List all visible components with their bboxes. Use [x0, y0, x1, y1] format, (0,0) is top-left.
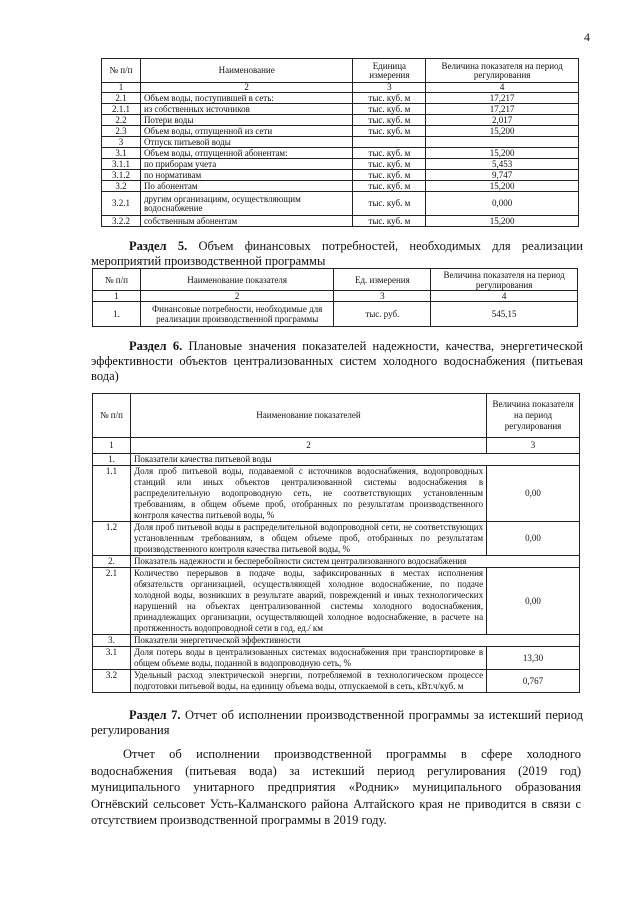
- table-row: [93, 466, 580, 522]
- group-row: [93, 556, 580, 568]
- section-7-heading: [91, 708, 583, 738]
- column-number: 3: [487, 438, 580, 454]
- table-row: [102, 170, 579, 181]
- row-value: 545,15: [431, 302, 578, 327]
- column-number-row: [93, 291, 578, 302]
- header-cell: Ед. измерения: [334, 269, 431, 291]
- group-title: Показатель надежности и бесперебойности систем централизованного водоснабжения: [130, 556, 579, 568]
- table-header-row: [93, 394, 580, 438]
- row-value: 13,30: [487, 647, 580, 670]
- table-row: [93, 568, 580, 635]
- table-row: [102, 192, 579, 216]
- group-row: [93, 635, 580, 647]
- row-unit: тыс. куб. м: [353, 216, 426, 227]
- row-name: другим организациям, осуществляющим водоснабжение: [140, 192, 352, 216]
- table-header-row: [93, 269, 578, 291]
- column-number: 2: [140, 291, 334, 302]
- row-name: из собственных источников: [140, 104, 352, 115]
- table-row: [102, 159, 579, 170]
- row-value: 0,00: [487, 522, 580, 556]
- row-value: 17,217: [426, 104, 579, 115]
- row-value: 0,000: [426, 192, 579, 216]
- row-value: 5,453: [426, 159, 579, 170]
- group-title: Показатели энергетической эффективности: [130, 635, 579, 647]
- row-number: 1.: [93, 302, 141, 327]
- row-unit: тыс. куб. м: [353, 170, 426, 181]
- column-number: 2: [130, 438, 486, 454]
- row-number: 3.2: [102, 181, 141, 192]
- column-number: 3: [353, 83, 426, 93]
- page-number: 4: [584, 30, 590, 44]
- reliability-indicators-table: [92, 393, 580, 693]
- section-5-heading: [91, 239, 583, 269]
- row-value: [426, 137, 579, 148]
- row-number: 3.2: [93, 670, 131, 693]
- column-number: 1: [93, 438, 131, 454]
- row-name: Отпуск питьевой воды: [140, 137, 352, 148]
- water-balance-table: [101, 58, 579, 227]
- row-number: 3.: [93, 635, 131, 647]
- row-name: Объем воды, отпущенной из сети: [140, 126, 352, 137]
- table-row: [102, 148, 579, 159]
- column-number: 4: [431, 291, 578, 302]
- row-name: Объем воды, отпущенной абонентам:: [140, 148, 352, 159]
- row-unit: тыс. куб. м: [353, 159, 426, 170]
- row-number: 3.1.1: [102, 159, 141, 170]
- row-number: 2.: [93, 556, 131, 568]
- header-cell: Единица измерения: [353, 59, 426, 83]
- column-number: 1: [93, 291, 141, 302]
- table-row: [93, 302, 578, 327]
- row-number: 3.2.1: [102, 192, 141, 216]
- header-cell: № п/п: [93, 394, 131, 438]
- header-cell: Наименование показателей: [130, 394, 486, 438]
- column-number-row: [93, 438, 580, 454]
- table-row: [102, 216, 579, 227]
- row-value: 15,200: [426, 148, 579, 159]
- row-unit: [353, 137, 426, 148]
- row-number: 1.1: [93, 466, 131, 522]
- row-number: 3.2.2: [102, 216, 141, 227]
- row-unit: тыс. куб. м: [353, 115, 426, 126]
- row-value: 17,217: [426, 93, 579, 104]
- row-name: Финансовые потребности, необходимые для реализации производственной программы: [140, 302, 334, 327]
- row-name: Доля проб питьевой воды в распределительной водопроводной сети, не соответствующих установленным требованиям, в общем объеме проб, отобранных по результатам производственного контроля качества питьевой воды, %: [130, 522, 486, 556]
- row-number: 2.1: [102, 93, 141, 104]
- section-7-label: Раздел 7.: [129, 708, 181, 722]
- table-header-row: [102, 59, 579, 83]
- section-5-text: Объем финансовых потребностей, необходимых для реализации мероприятий производственной программы: [91, 239, 583, 268]
- row-name: По абонентам: [140, 181, 352, 192]
- row-value: 0,00: [487, 466, 580, 522]
- row-unit: тыс. куб. м: [353, 148, 426, 159]
- row-name: Объем воды, поступившей в сеть:: [140, 93, 352, 104]
- row-number: 3.1: [102, 148, 141, 159]
- table-row: [102, 137, 579, 148]
- column-number: 3: [334, 291, 431, 302]
- table-row: [93, 670, 580, 693]
- row-number: 3.1: [93, 647, 131, 670]
- row-unit: тыс. куб. м: [353, 192, 426, 216]
- header-cell: Величина показателя на период регулирования: [431, 269, 578, 291]
- table-row: [93, 522, 580, 556]
- row-name: Удельный расход электрической энергии, потребляемой в технологическом процессе подготовки питьевой воды, на единицу объема воды, отпускаемой в сеть, кВт.ч/куб. м: [130, 670, 486, 693]
- row-number: 2.1: [93, 568, 131, 635]
- row-number: 3.1.2: [102, 170, 141, 181]
- row-value: 0,767: [487, 670, 580, 693]
- row-number: 1.: [93, 454, 131, 466]
- table-row: [93, 647, 580, 670]
- column-number: 2: [140, 83, 352, 93]
- section-7-text: Отчет об исполнении производственной программы за истекший период регулирования: [91, 708, 583, 737]
- row-number: 1.2: [93, 522, 131, 556]
- header-cell: Наименование показателя: [140, 269, 334, 291]
- group-row: [93, 454, 580, 466]
- row-value: 15,200: [426, 126, 579, 137]
- column-number-row: [102, 83, 579, 93]
- row-name: Доля проб питьевой воды, подаваемой с источников водоснабжения, водопроводных станций или иных объектов централизованной системы водоснабжения в распределительную водопроводную сеть, не соответствующих установленным требованиям, в общем объеме проб, отобранных по результатам производственного контроля качества питьевой воды, %: [130, 466, 486, 522]
- table-row: [102, 115, 579, 126]
- row-unit: тыс. куб. м: [353, 126, 426, 137]
- header-cell: Наименование: [140, 59, 352, 83]
- row-value: 0,00: [487, 568, 580, 635]
- table-row: [102, 104, 579, 115]
- row-name: Количество перерывов в подаче воды, зафиксированных в местах исполнения обязательств организацией, осуществляющей холодное водоснабжение, по подаче холодной воды, возникших в результате аварий, повреждений и иных технологических нарушений на объектах централизованной системы холодного водоснабжения, принадлежащих организации, осуществляющей холодное водоснабжение, в расчете на протяженность водопроводной сети в год, ед./ км: [130, 568, 486, 635]
- table-row: [102, 93, 579, 104]
- column-number: 1: [102, 83, 141, 93]
- row-unit: тыс. руб.: [334, 302, 431, 327]
- row-value: 2,017: [426, 115, 579, 126]
- row-unit: тыс. куб. м: [353, 104, 426, 115]
- row-unit: тыс. куб. м: [353, 181, 426, 192]
- row-name: Доля потерь воды в централизованных системах водоснабжения при транспортировке в общем объеме воды, поданной в водопроводную сеть, %: [130, 647, 486, 670]
- row-name: по приборам учета: [140, 159, 352, 170]
- section-6-heading: [91, 339, 583, 384]
- section-6-text: Плановые значения показателей надежности, качества, энергетической эффективности объектов централизованных систем холодного водоснабжения (питьевая вода): [91, 339, 584, 383]
- column-number: 4: [426, 83, 579, 93]
- row-unit: тыс. куб. м: [353, 93, 426, 104]
- header-cell: Величина показателя на период регулирования: [426, 59, 579, 83]
- row-value: 15,200: [426, 216, 579, 227]
- header-cell: Величина показателя на период регулирования: [487, 394, 580, 438]
- row-name: Потери воды: [140, 115, 352, 126]
- section-5-label: Раздел 5.: [129, 239, 188, 253]
- row-name: собственным абонентам: [140, 216, 352, 227]
- row-number: 2.3: [102, 126, 141, 137]
- row-value: 9,747: [426, 170, 579, 181]
- financial-needs-table: [92, 268, 578, 327]
- row-value: 15,200: [426, 181, 579, 192]
- row-number: 2.1.1: [102, 104, 141, 115]
- group-title: Показатели качества питьевой воды: [130, 454, 579, 466]
- header-cell: № п/п: [93, 269, 141, 291]
- table-row: [102, 126, 579, 137]
- section-6-label: Раздел 6.: [129, 339, 183, 353]
- row-number: 2.2: [102, 115, 141, 126]
- report-paragraph: Отчет об исполнении производственной программы в сфере холодного водоснабжения (питьевая вода) за истекший период регулирования (2019 год) муниципального унитарного предприятия «Родник» муниципального образования Огнёвский сельсовет Усть-Калманского района Алтайского края не приводится в связи с отсутствием производственной программы в 2019 году.: [91, 747, 581, 827]
- row-number: 3: [102, 137, 141, 148]
- header-cell: № п/п: [102, 59, 141, 83]
- row-name: по нормативам: [140, 170, 352, 181]
- table-row: [102, 181, 579, 192]
